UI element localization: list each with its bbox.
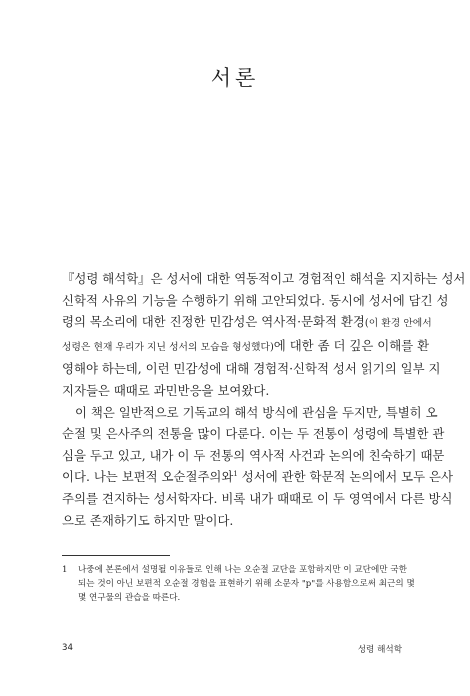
text-segment: 에 대한 좀 더 깊은 이해를 환 (273, 337, 430, 353)
running-title: 성령 해석학 (357, 645, 402, 655)
text-line: 주의를 견지하는 성서학자다. 비록 내가 때때로 이 두 영역에서 다른 방식 (62, 490, 453, 506)
text-segment: 성서에 관한 학문적 논의에서 모두 은사 (237, 469, 453, 485)
footnote-line: 나중에 본론에서 설명될 이유들로 인해 나는 오순절 교단을 포함하지만 이 교단에만 국한 (78, 565, 407, 575)
footnote-divider (62, 555, 170, 556)
page-title: 서론 (210, 66, 260, 90)
text-line (62, 466, 453, 488)
text-line (62, 311, 432, 335)
footnote-text (62, 563, 415, 606)
text-line: 『성령 해석학』은 성서에 대한 역동적이고 경험적인 해석을 지지하는 성서 (62, 271, 466, 286)
footnote-number: 1 (62, 565, 68, 575)
body-text (62, 268, 466, 531)
text-line (62, 335, 430, 359)
footnote-line: 몇 연구물의 관습을 따른다. (78, 593, 181, 604)
text-segment: 이다. 나는 보편적 오순절주의와 (62, 469, 234, 485)
text-line: 영해야 하는데, 이런 민감성에 대해 경험적·신학적 성서 읽기의 일부 지 (62, 361, 441, 377)
text-line: 이 책은 일반적으로 기독교의 해석 방식에 관심을 두지만, 특별히 오 (75, 404, 438, 420)
text-line: 심을 두고 있고, 내가 이 두 전통의 역사적 사건과 논의에 친숙하기 때문 (62, 447, 445, 463)
footnote (62, 563, 415, 606)
text-line: 으로 존재하기도 하지만 말이다. (62, 512, 234, 528)
text-line: 지자들은 때때로 과민반응을 보여왔다. (62, 382, 270, 398)
parenthetical-text: 성령은 현재 우리가 지닌 성서의 모습을 형성했다) (62, 341, 274, 353)
page-footer (62, 643, 402, 657)
parenthetical-text: (이 환경 안에서 (364, 318, 432, 330)
text-line: 순절 및 은사주의 전통을 많이 다룬다. 이는 두 전통이 성령에 특별한 관 (62, 426, 445, 442)
text-segment: 령의 목소리에 대한 진정한 민감성은 역사적·문화적 환경 (62, 314, 365, 330)
footnote-reference[interactable]: 1 (233, 470, 238, 479)
text-line: 신학적 사유의 기능을 수행하기 위해 고안되었다. 동시에 성서에 담긴 성 (62, 292, 449, 308)
page-number: 34 (62, 643, 73, 653)
footnote-line: 되는 것이 아닌 보편적 오순절 경험을 표현하기 위해 소문자 "p"를 사용함으로써 최근의 몇 (78, 579, 415, 590)
